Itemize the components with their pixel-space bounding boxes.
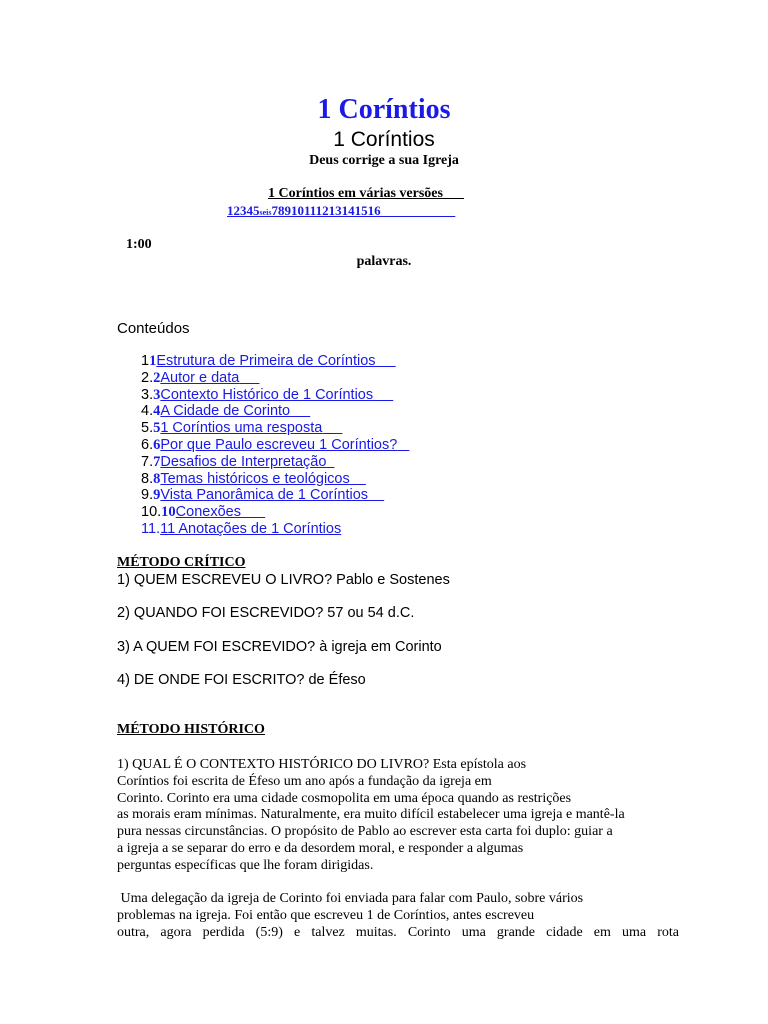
paragraph-line: 1) QUAL É O CONTEXTO HISTÓRICO DO LIVRO? Esta epístola aos: [117, 757, 527, 772]
document-title-alt: 1 Coríntios: [333, 128, 435, 151]
toc-link[interactable]: Temas históricos e teológicos: [160, 470, 350, 487]
versions-link[interactable]: [268, 186, 464, 202]
toc-bold-number: 7: [153, 453, 161, 470]
toc-link[interactable]: Estrutura de Primeira de Coríntios: [156, 353, 376, 369]
historical-paragraph-2: [117, 891, 679, 941]
toc-link[interactable]: A Cidade de Corinto: [160, 403, 291, 420]
version-number-seis[interactable]: seis: [259, 208, 272, 217]
paragraph-line: as morais eram mínimas. Naturalmente, era muito difícil estabelecer uma igreja e mantê-la: [117, 807, 625, 823]
historical-method-heading: MÉTODO HISTÓRICO: [117, 722, 265, 737]
toc-number: 1: [141, 353, 150, 369]
toc-item[interactable]: [117, 403, 409, 420]
toc-item[interactable]: [117, 370, 409, 387]
document-subtitle: Deus corrige a sua Igreja: [309, 153, 459, 168]
toc-bold-number: 10: [161, 504, 176, 521]
toc-number: 11.: [141, 520, 161, 537]
words-label: palavras.: [356, 254, 412, 269]
paragraph-line: pura nessas circunstâncias. O propósito de Pablo ao escrever esta carta foi duplo: guiar a: [117, 824, 613, 840]
toc-item[interactable]: [117, 454, 409, 471]
toc-link[interactable]: Conexões: [175, 504, 241, 521]
toc-item[interactable]: [117, 487, 409, 504]
paragraph-line: perguntas específicas que lhe foram dirigidas.: [117, 857, 374, 873]
critical-question-2: 2) QUANDO FOI ESCREVIDO? 57 ou 54 d.C.: [117, 605, 415, 621]
version-number-links[interactable]: [227, 203, 455, 219]
historical-paragraph-1: [117, 757, 679, 875]
toc-bold-number: 3: [153, 386, 161, 403]
toc-bold-number: 4: [153, 403, 161, 420]
critical-question-3: 3) A QUEM FOI ESCREVIDO? à igreja em Corinto: [117, 639, 442, 655]
toc-bold-number: 1: [149, 353, 157, 369]
toc-link[interactable]: Vista Panorâmica de 1 Coríntios: [160, 487, 369, 504]
document-title: 1 Coríntios: [317, 94, 451, 125]
contents-heading: Conteúdos: [117, 320, 190, 337]
versions-label: 1 Coríntios em várias versões: [268, 186, 443, 201]
toc-bold-number: 2: [153, 369, 161, 386]
toc-number: 4.: [141, 403, 154, 420]
toc-bold-number: 6: [153, 436, 161, 453]
toc-item[interactable]: [117, 437, 409, 454]
toc-item[interactable]: [117, 420, 409, 437]
toc-number: 5.: [141, 420, 154, 437]
toc-item[interactable]: [117, 353, 409, 370]
toc-item[interactable]: [117, 504, 409, 521]
toc-bold-number: 5: [153, 420, 161, 437]
version-numbers-a[interactable]: 12345: [227, 203, 260, 218]
critical-method-heading: MÉTODO CRÍTICO: [117, 555, 246, 570]
toc-item[interactable]: [117, 471, 409, 488]
toc-number: 8.: [141, 470, 154, 487]
toc-number: 7.: [141, 453, 154, 470]
toc-link[interactable]: Por que Paulo escreveu 1 Coríntios?: [160, 436, 398, 453]
toc-number: 2.: [141, 369, 154, 386]
version-numbers-b[interactable]: 78910111213141516: [271, 203, 381, 218]
toc-link[interactable]: 11 Anotações de 1 Coríntios: [160, 520, 342, 537]
paragraph-line: Coríntios foi escrita de Éfeso um ano após a fundação da igreja em: [117, 773, 492, 789]
critical-question-4: 4) DE ONDE FOI ESCRITO? de Éfeso: [117, 672, 366, 688]
read-time: 1:00: [126, 237, 152, 252]
critical-question-1: 1) QUEM ESCREVEU O LIVRO? Pablo e Sostenes: [117, 572, 450, 588]
toc-number: 6.: [141, 436, 154, 453]
toc-item[interactable]: [117, 387, 409, 404]
paragraph-line: a igreja a se separar do erro e da desordem moral, e responder a algumas: [117, 840, 524, 856]
paragraph-line: Corinto. Corinto era uma cidade cosmopolita em uma época quando as restrições: [117, 790, 572, 806]
paragraph-line: Uma delegação da igreja de Corinto foi enviada para falar com Paulo, sobre vários: [117, 891, 584, 906]
toc-bold-number: 9: [153, 487, 161, 504]
table-of-contents: [117, 353, 409, 538]
toc-link[interactable]: Contexto Histórico de 1 Coríntios: [160, 386, 374, 403]
toc-link[interactable]: Autor e data: [160, 369, 240, 386]
toc-link[interactable]: Desafios de Interpretação: [160, 453, 327, 470]
toc-number: 3.: [141, 386, 154, 403]
toc-item[interactable]: [117, 521, 409, 538]
toc-bold-number: 8: [153, 470, 161, 487]
paragraph-line: outra, agora perdida (5:9) e talvez muitas. Corinto uma grande cidade em uma rota: [117, 924, 679, 940]
toc-number: 9.: [141, 487, 154, 504]
toc-link[interactable]: 1 Coríntios uma resposta: [160, 420, 323, 437]
toc-number: 10.: [141, 504, 162, 521]
paragraph-line: problemas na igreja. Foi então que escreveu 1 de Coríntios, antes escreveu: [117, 907, 535, 923]
